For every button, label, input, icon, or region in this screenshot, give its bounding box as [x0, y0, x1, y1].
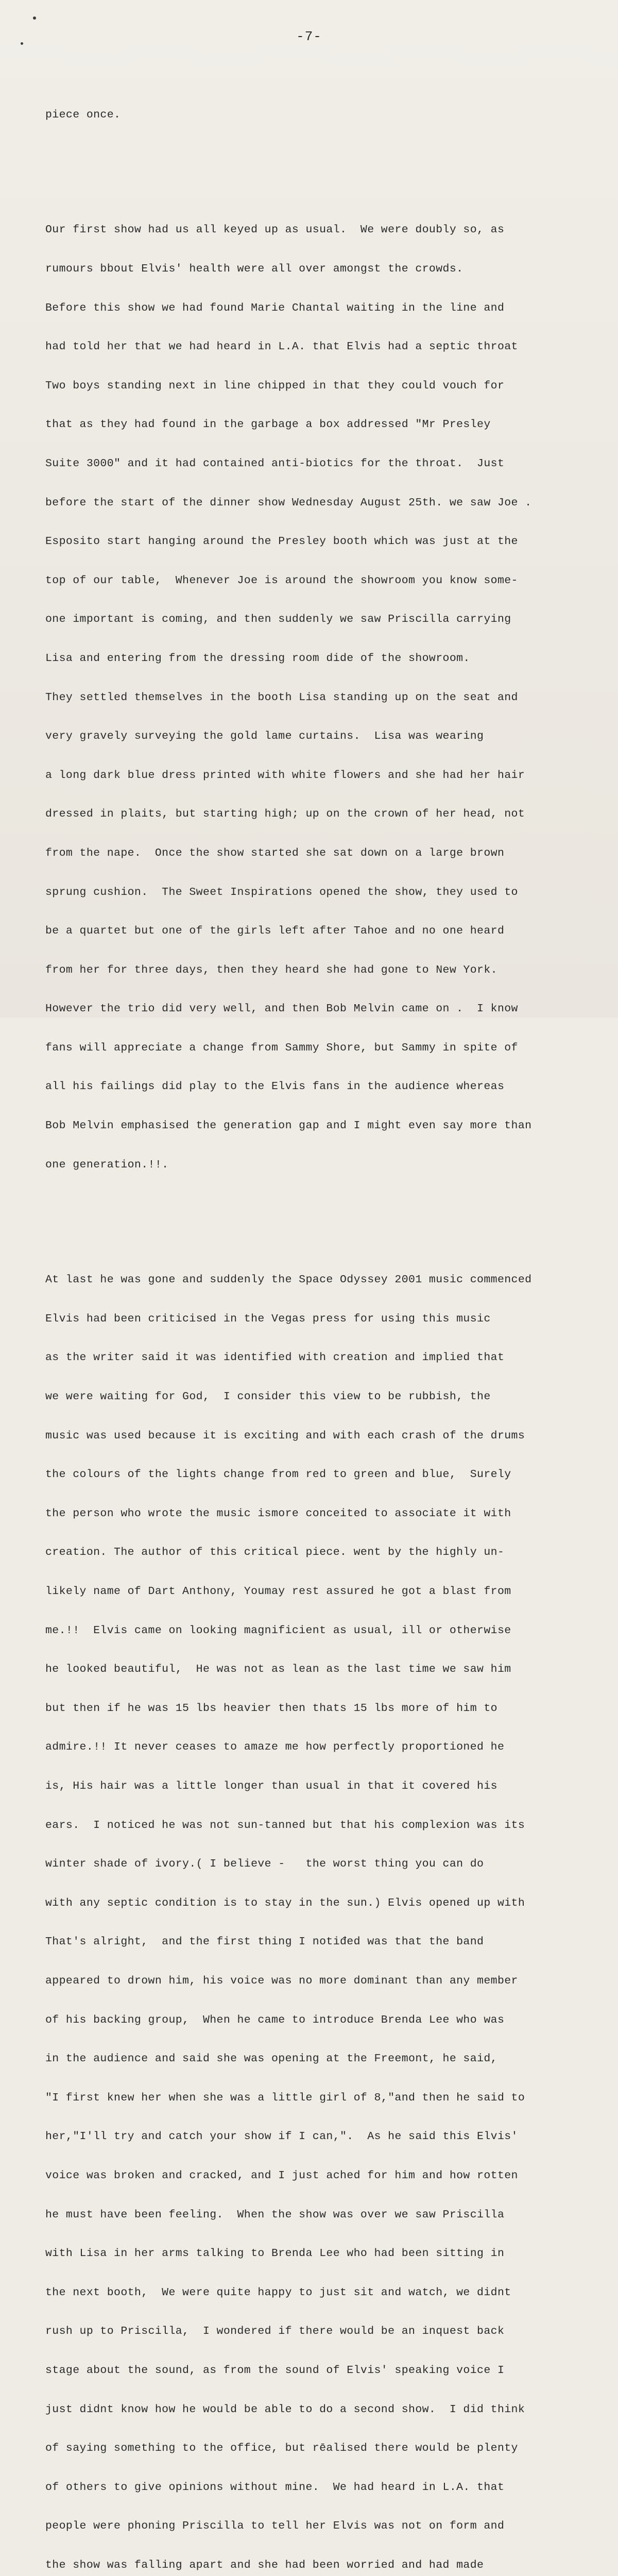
text-line: admire.!! It never ceases to amaze me how perfectly proportioned he: [45, 1741, 505, 1754]
text-line: her,"I'll try and catch your show if I can,". As he said this Elvis': [45, 2130, 518, 2143]
text-line: of his backing group, When he came to introduce Brenda Lee who was: [45, 2013, 505, 2026]
paragraph-3: [45, 1248, 607, 2576]
text-line: he must have been feeling. When the show was over we saw Priscilla: [45, 2208, 505, 2221]
text-line: sprung cushion. The Sweet Inspirations opened the show, they used to: [45, 886, 518, 899]
text-line: ears. I noticed he was not sun-tanned but that his complexion was its: [45, 1819, 525, 1832]
text-line: creation. The author of this critical piece. went by the highly un-: [45, 1546, 505, 1559]
text-line: the colours of the lights change from red to green and blue, Surely: [45, 1468, 511, 1481]
text-line: that as they had found in the garbage a box addressed "Mr Presley: [45, 418, 491, 431]
text-line: of others to give opinions without mine. We had heard in L.A. that: [45, 2481, 505, 2494]
text-line: he looked beautiful, He was not as lean as the last time we saw him: [45, 1663, 511, 1676]
text-line: the show was falling apart and she had been worried and had made: [45, 2558, 484, 2571]
text-line: all his failings did play to the Elvis fans in the audience whereas: [45, 1080, 505, 1093]
text-line: we were waiting for God, I consider this view to be rubbish, the: [45, 1391, 491, 1403]
body-text: [45, 57, 607, 2576]
text-line: likely name of Dart Anthony, Youmay rest assured he got a blast from: [45, 1585, 511, 1598]
paragraph-2: [45, 198, 607, 1197]
text-line: Esposito start hanging around the Presley booth which was just at the: [45, 535, 518, 548]
text-line: the person who wrote the music ismore conceited to associate it with: [45, 1507, 511, 1520]
text-line: in the audience and said she was opening at the Freemont, he said,: [45, 2053, 497, 2065]
text-line: the next booth, We were quite happy to just sit and watch, we didnt: [45, 2286, 511, 2299]
text-line: had told her that we had heard in L.A. that Elvis had a septic throat: [45, 341, 518, 353]
text-line: dressed in plaits, but starting high; up on the crown of her head, not: [45, 808, 525, 821]
text-line: people were phoning Priscilla to tell her Elvis was not on form and: [45, 2520, 505, 2533]
text-line: At last he was gone and suddenly the Space Odyssey 2001 music commenced: [45, 1274, 532, 1286]
text-line: Before this show we had found Marie Chantal waiting in the line and: [45, 301, 505, 314]
text-line: just didnt know how he would be able to do a second show. I did think: [45, 2403, 525, 2416]
text-line: top of our table, Whenever Joe is around the showroom you know some-: [45, 574, 518, 587]
text-line: a long dark blue dress printed with white flowers and she had her hair: [45, 769, 525, 782]
text-line: appeared to drown him, his voice was no more dominant than any member: [45, 1974, 518, 1987]
text-line: "I first knew her when she was a little girl of 8,"and then he said to: [45, 2091, 525, 2104]
text-line: piece once.: [45, 108, 121, 121]
text-line: one important is coming, and then suddenly we saw Priscilla carrying: [45, 613, 511, 626]
text-line: They settled themselves in the booth Lisa standing up on the seat and: [45, 691, 518, 704]
text-line: Suite 3000" and it had contained anti-biotics for the throat. Just: [45, 457, 505, 470]
margin-dot-top: [33, 16, 36, 20]
text-line: from her for three days, then they heard she had gone to New York.: [45, 963, 497, 976]
text-line: voice was broken and cracked, and I just ached for him and how rotten: [45, 2169, 518, 2182]
page-number: -7-: [296, 29, 322, 44]
text-line: but then if he was 15 lbs heavier then thats 15 lbs more of him to: [45, 1702, 497, 1715]
text-line: That's alright, and the first thing I notiđed was that the band: [45, 1936, 484, 1948]
text-line: as the writer said it was identified with creation and implied that: [45, 1351, 505, 1364]
text-line: Bob Melvin emphasised the generation gap and I might even say more than: [45, 1120, 532, 1132]
text-line: Two boys standing next in line chipped in that they could vouch for: [45, 379, 505, 392]
text-line: is, His hair was a little longer than usual in that it covered his: [45, 1780, 497, 1792]
text-line: Our first show had us all keyed up as usual. We were doubly so, as: [45, 224, 505, 236]
text-line: fans will appreciate a change from Sammy Shore, but Sammy in spite of: [45, 1041, 518, 1054]
text-line: with Lisa in her arms talking to Brenda Lee who had been sitting in: [45, 2247, 505, 2260]
text-line: of saying something to the office, but rēalised there would be plenty: [45, 2442, 518, 2455]
text-line: with any septic condition is to stay in the sun.) Elvis opened up with: [45, 1896, 525, 1909]
text-line: rush up to Priscilla, I wondered if there would be an inquest back: [45, 2325, 505, 2338]
text-line: be a quartet but one of the girls left after Tahoe and no one heard: [45, 925, 505, 938]
text-line: Elvis had been criticised in the Vegas press for using this music: [45, 1312, 491, 1325]
paragraph-1: [45, 82, 607, 147]
text-line: Lisa and entering from the dressing room dide of the showroom.: [45, 652, 470, 665]
text-line: stage about the sound, as from the sound of Elvis' speaking voice I: [45, 2364, 505, 2377]
text-line: from the nape. Once the show started she sat down on a large brown: [45, 846, 505, 859]
text-line: However the trio did very well, and then Bob Melvin came on . I know: [45, 1003, 518, 1015]
text-line: rumours bbout Elvis' health were all over amongst the crowds.: [45, 263, 464, 276]
text-line: me.!! Elvis came on looking magnificient as usual, ill or otherwise: [45, 1624, 511, 1637]
text-line: very gravely surveying the gold lame curtains. Lisa was wearing: [45, 730, 484, 743]
text-line: before the start of the dinner show Wednesday August 25th. we saw Joe .: [45, 496, 532, 509]
text-line: winter shade of ivory.( I believe - the worst thing you can do: [45, 1858, 484, 1871]
text-line: one generation.!!.: [45, 1158, 169, 1171]
text-line: music was used because it is exciting and with each crash of the drums: [45, 1429, 525, 1442]
